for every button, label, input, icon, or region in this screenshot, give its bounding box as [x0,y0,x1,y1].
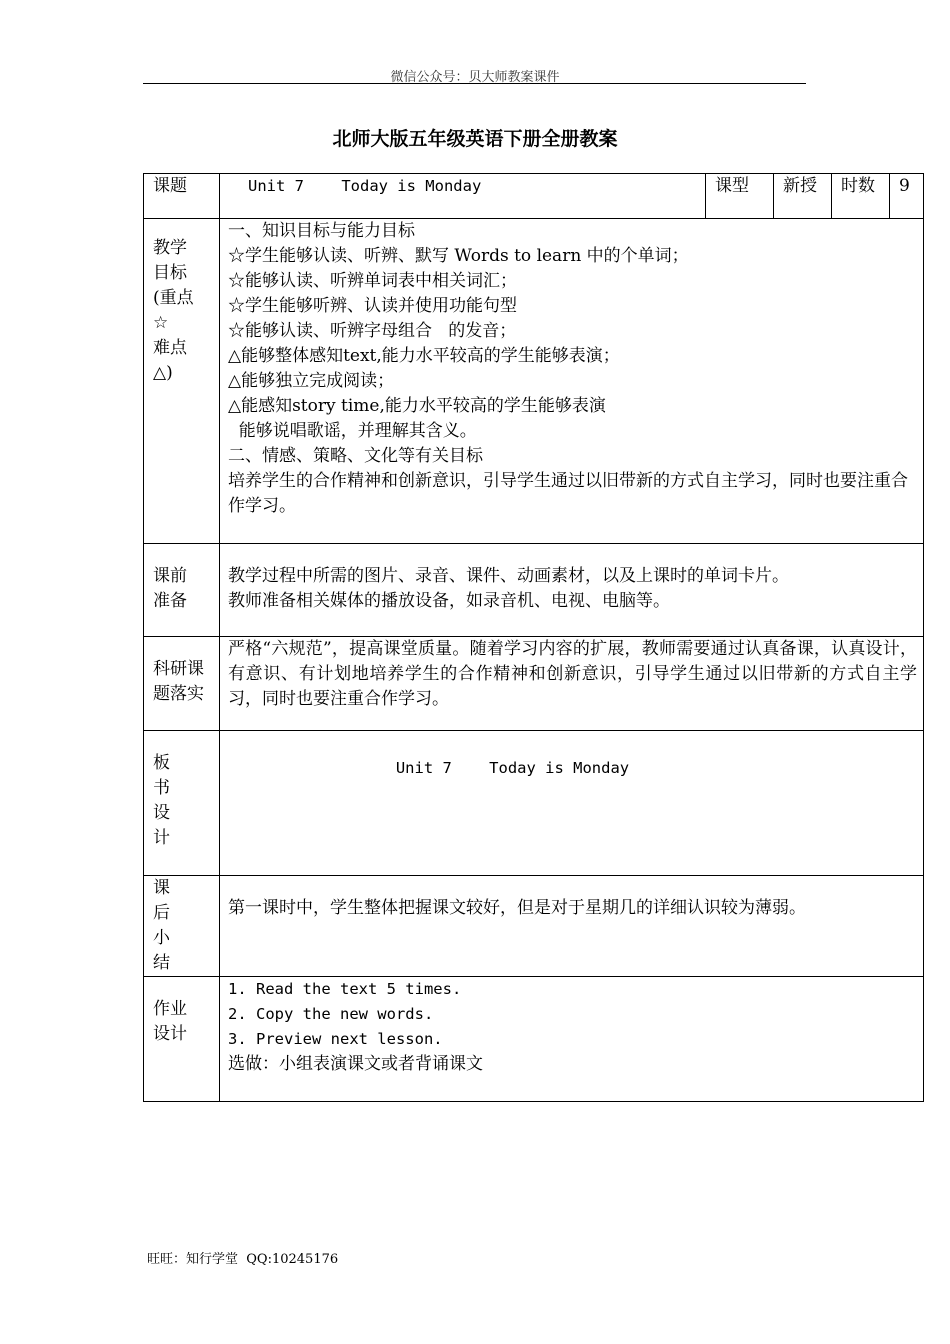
document-title: 北师大版五年级英语下册全册教案 [332,128,618,150]
summary-label-line: 小 [153,928,170,948]
board-label [144,731,220,876]
goals-line: △能够整体感知text,能力水平较高的学生能够表演； [228,346,620,366]
goals-label-line: 教学 [153,238,187,258]
homework-item: 2. Copy the new words. [228,1005,434,1023]
prep-line: 教学过程中所需的图片、录音、课件、动画素材，以及上课时的单词卡片。 [228,566,789,586]
footer-text: 旺旺：知行学堂 QQ:10245176 [147,1252,339,1267]
header-rule [143,83,806,84]
goals-label [144,219,220,544]
goals-line: 能够说唱歌谣，并理解其含义。 [228,421,477,441]
goals-row [144,219,924,544]
homework-label [144,977,220,1102]
summary-row [144,876,924,977]
prep-label-line: 准备 [153,591,187,611]
homework-item: 3. Preview next lesson. [228,1030,443,1048]
research-label [144,637,220,731]
goals-line: 一、知识目标与能力目标 [228,221,415,241]
homework-optional: 选做：小组表演课文或者背诵课文 [228,1054,483,1074]
topic-value-cell [220,174,706,219]
goals-label-line: 目标 [153,263,187,283]
goals-line: ☆能够认读、听辨字母组合 的发音； [228,321,517,341]
topic-value: Unit 7 Today is Monday [248,177,482,195]
prep-content [220,544,924,637]
research-paragraph: 严格“六规范”，提高课堂质量。随着学习内容的扩展，教师需要通过认真备课，认真设计，有意识、有计划地培养学生的合作精神和创新意识，引导学生通过以旧带新的方式自主学习，同时也要注重合作学习。 [228,639,917,709]
prep-label [144,544,220,637]
summary-text: 第一课时中，学生整体把握课文较好，但是对于星期几的详细认识较为薄弱。 [228,898,806,918]
summary-label-line: 课 [153,878,170,898]
lesson-plan-table [143,173,924,1102]
summary-label [144,876,220,977]
hours-value: 9 [890,174,924,219]
goals-content [220,219,924,544]
board-label-line: 计 [153,828,170,848]
summary-label-line: 后 [153,903,170,923]
goals-paragraph: 培养学生的合作精神和创新意识，引导学生通过以旧带新的方式自主学习，同时也要注重合作学习。 [228,471,908,516]
board-text: Unit 7 Today is Monday [395,759,630,777]
goals-line: ☆学生能够听辨、认读并使用功能句型 [228,296,517,316]
goals-label-line: 难点 [153,338,187,358]
homework-label-line: 作业 [153,999,187,1019]
goals-label-line: △) [153,363,173,383]
research-label-line: 题落实 [153,684,204,704]
topic-row [144,174,924,219]
homework-content [220,977,924,1102]
header-text: 微信公众号：贝大师教案课件 [390,70,560,85]
goals-label-line: (重点 [153,288,194,308]
goals-line: 二、情感、策略、文化等有关目标 [228,446,483,466]
prep-line: 教师准备相关媒体的播放设备，如录音机、电视、电脑等。 [228,591,670,611]
board-row [144,731,924,876]
summary-label-line: 结 [153,953,170,973]
goals-line: △能够独立完成阅读； [228,371,395,391]
research-label-line: 科研课 [153,659,204,679]
prep-label-line: 课前 [153,566,187,586]
board-content [220,731,924,876]
board-label-line: 板 [153,753,170,773]
goals-line: ☆能够认读、听辨单词表中相关词汇； [228,271,517,291]
goals-label-line: ☆ [153,313,169,333]
type-label: 课型 [706,174,774,219]
prep-row [144,544,924,637]
type-value: 新授 [774,174,832,219]
homework-row [144,977,924,1102]
topic-label: 课题 [144,174,220,219]
research-content [220,637,924,731]
board-label-line: 设 [153,803,170,823]
board-label-line: 书 [153,778,170,798]
goals-line: △能感知story time,能力水平较高的学生能够表演 [228,396,606,416]
hours-label: 时数 [832,174,890,219]
research-row [144,637,924,731]
goals-line: ☆学生能够认读、听辨、默写 Words to learn 中的个单词； [228,246,689,266]
summary-content [220,876,924,977]
homework-label-line: 设计 [153,1024,187,1044]
homework-item: 1. Read the text 5 times. [228,980,462,998]
